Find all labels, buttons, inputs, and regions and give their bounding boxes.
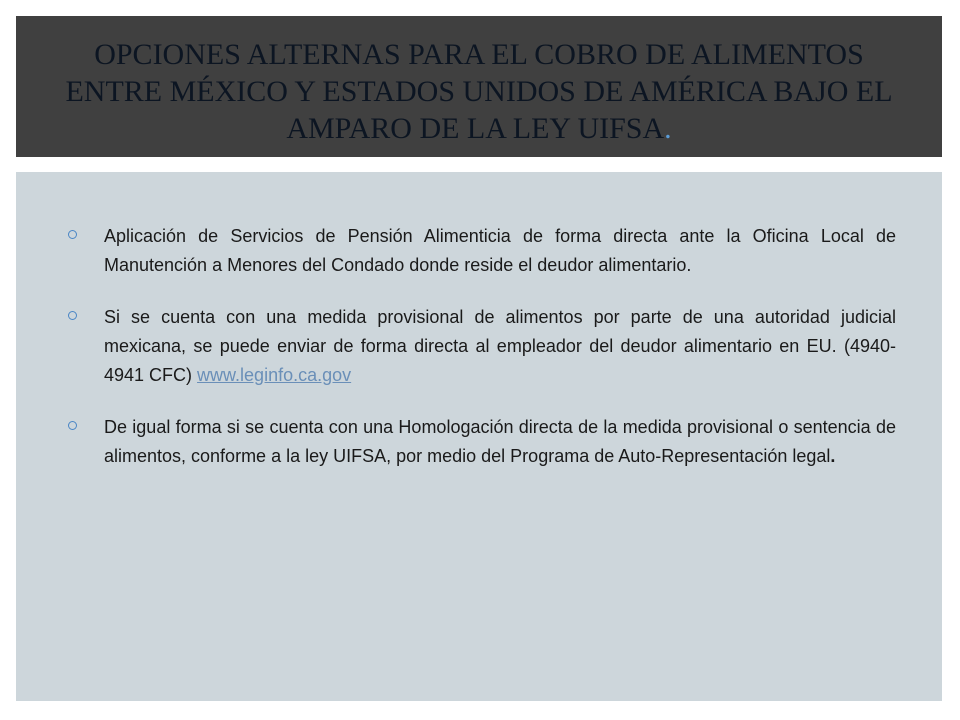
title-accent-dot: . [664, 112, 672, 145]
bullet-end-dot: . [830, 446, 836, 466]
bullet-item-2 [66, 303, 896, 390]
leginfo-link[interactable]: www.leginfo.ca.gov [197, 365, 352, 385]
slide-title-text: OPCIONES ALTERNAS PARA EL COBRO DE ALIMENTOS ENTRE MÉXICO Y ESTADOS UNIDOS DE AMÉRICA BAJO EL AMPARO DE LA LEY UIFSA [65, 38, 893, 145]
hollow-circle-icon [68, 421, 77, 430]
hollow-circle-icon [68, 230, 77, 239]
bullet-item-3 [66, 413, 896, 471]
bullet-text: Aplicación de Servicios de Pensión Alimenticia de forma directa ante la Oficina Local de Manutención a Menores del Condado donde reside el deudor alimentario. [104, 226, 896, 275]
bullet-item-1 [66, 222, 896, 280]
hollow-circle-icon [68, 311, 77, 320]
bullet-text: De igual forma si se cuenta con una Homologación directa de la medida provisional o sentencia de alimentos, conforme a la ley UIFSA, por medio del Programa de Auto-Representación legal [104, 417, 896, 466]
content-box [16, 172, 942, 701]
title-bar [16, 16, 942, 157]
bullet-list [66, 222, 896, 471]
bullet-text: Si se cuenta con una medida provisional de alimentos por parte de una autoridad judicial mexicana, se puede enviar de forma directa al empleador del deudor alimentario en EU. (4940-4941 CFC) [104, 307, 896, 385]
slide-title [56, 36, 902, 147]
